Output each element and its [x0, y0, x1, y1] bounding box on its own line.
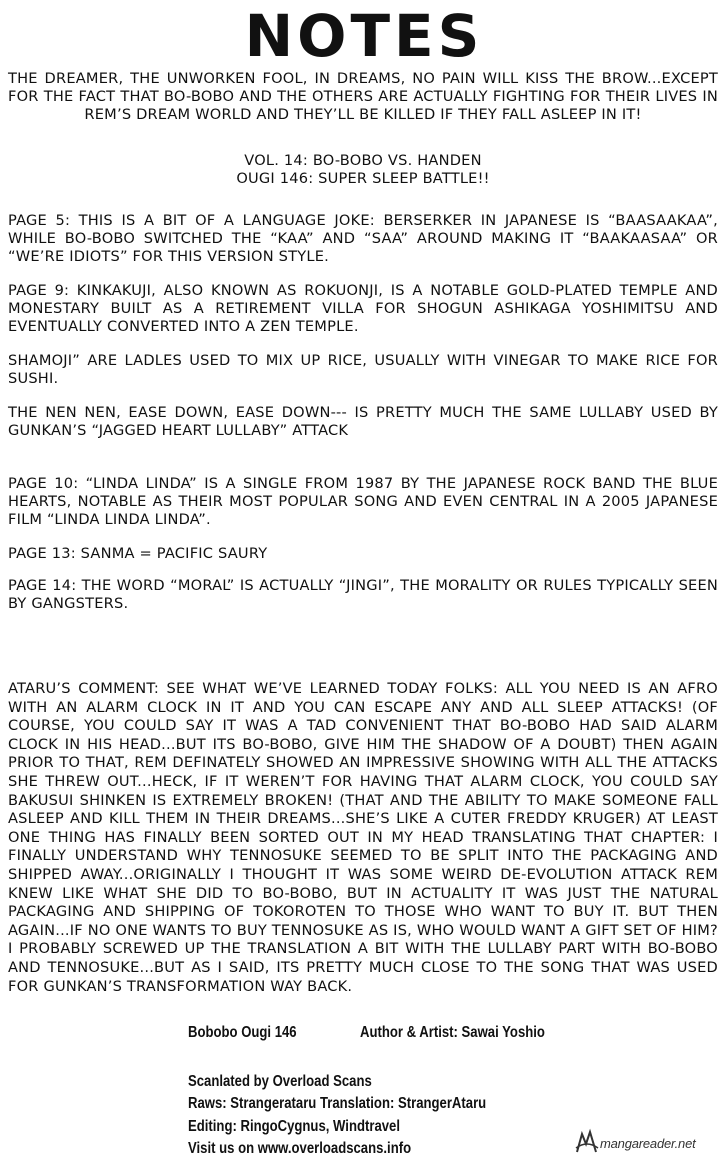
note-page-10: PAGE 10: “LINDA LINDA” IS A SINGLE FROM 1987 BY THE JAPANESE ROCK BAND THE BLUE HEARTS, NOTABLE AS THEIR MOST POPULAR SONG AND EVEN CENTRAL IN A 2005 JAPANESE FILM “LINDA LINDA LINDA”. — [8, 475, 718, 528]
raws-translation-credit: Raws: Strangerataru Translation: StrangerAtaru — [188, 1095, 487, 1112]
chapter-credit: Bobobo Ougi 146 — [188, 1024, 297, 1041]
editing-credit: Editing: RingoCygnus, Windtravel — [188, 1118, 400, 1135]
intro-text: THE DREAMER, THE UNWORKEN FOOL, IN DREAMS, NO PAIN WILL KISS THE BROW...EXCEPT FOR THE FACT THAT BO-BOBO AND THE OTHERS ARE ACTUALLY FIGHTING FOR THEIR LIVES IN REM’S DREAM WORLD AND THEY’LL BE KILLED IF THEY FALL ASLEEP IN IT! — [8, 70, 718, 123]
volume-line: VOL. 14: BO-BOBO VS. HANDEN — [244, 152, 482, 169]
author-credit: Author & Artist: Sawai Yoshio — [360, 1024, 545, 1041]
chapter-line: OUGI 146: SUPER SLEEP BATTLE!! — [236, 170, 490, 187]
note-shamoji: SHAMOJI” ARE LADLES USED TO MIX UP RICE, USUALLY WITH VINEGAR TO MAKE RICE FOR SUSHI. — [8, 352, 718, 387]
note-lullaby: THE NEN NEN, EASE DOWN, EASE DOWN--- IS PRETTY MUCH THE SAME LULLABY USED BY GUNKAN’S “JAGGED HEART LULLABY” ATTACK — [8, 404, 718, 439]
note-page-5: PAGE 5: THIS IS A BIT OF A LANGUAGE JOKE: BERSERKER IN JAPANESE IS “BAASAAKAA”, WHILE BO-BOBO SWITCHED THE “KAA” AND “SAA” AROUND MAKING IT “BAAKAASAA” OR “WE’RE IDIOTS” FOR THIS VERSION STYLE. — [8, 212, 718, 265]
page-title: NOTES — [244, 2, 484, 70]
note-page-9: PAGE 9: KINKAKUJI, ALSO KNOWN AS ROKUONJI, IS A NOTABLE GOLD-PLATED TEMPLE AND MONESTARY BUILT AS A RETIREMENT VILLA FOR SHOGUN ASHIKAGA YOSHIMITSU AND EVENTUALLY CONVERTED INTO A ZEN TEMPLE. — [8, 282, 718, 335]
note-page-13: PAGE 13: SANMA = PACIFIC SAURY — [8, 545, 268, 562]
watermark-text: mangareader.net — [600, 1136, 696, 1151]
volume-info — [8, 152, 718, 188]
note-page-14: PAGE 14: THE WORD “MORAL” IS ACTUALLY “JINGI”, THE MORALITY OR RULES TYPICALLY SEEN BY GANGSTERS. — [8, 577, 718, 612]
watermark — [574, 1128, 724, 1158]
scanlation-credit: Scanlated by Overload Scans — [188, 1073, 372, 1090]
watermark-logo-icon — [574, 1128, 600, 1156]
website-credit[interactable]: Visit us on www.overloadscans.info — [188, 1140, 412, 1157]
translator-comment: ATARU’S COMMENT: SEE WHAT WE’VE LEARNED TODAY FOLKS: ALL YOU NEED IS AN AFRO WITH AN ALARM CLOCK IN IT AND YOU CAN ESCAPE ANY AND ALL SLEEP ATTACKS! (OF COURSE, YOU COULD SAY IT WAS A TAD CONVENIENT THAT BO-BOBO HAD SAID ALARM CLOCK IN HIS HEAD...BUT ITS BO-BOBO, GIVE HIM THE SHADOW OF A DOUBT) THEN AGAIN PRIOR TO THAT, REM DEFINATELY SHOWED AN IMPRESSIVE SHOWING WITH ALL THE ATTACKS SHE THREW OUT...HECK, IF IT WEREN’T FOR HAVING THAT ALARM CLOCK, YOU COULD SAY BAKUSUI SHINKEN IS EXTREMELY BROKEN! (THAT AND THE ABILITY TO MAKE SOMEONE FALL ASLEEP AND KILL THEM IN THEIR DREAMS...SHE’S LIKE A CUTER FREDDY KRUGER) AT LEAST ONE THING HAS FINALLY BEEN SORTED OUT IN MY HEAD TRANSLATING THAT CHAPTER: I FINALLY UNDERSTAND WHY TENNOSUKE SEEMED TO BE SPLIT INTO THE PACKAGING AND SHIPPED AWAY...ORIGINALLY I THOUGHT IT WAS SOME WEIRD DE-EVOLUTION ATTACK REM KNEW LIKE WHAT SHE DID TO BO-BOBO, BUT IN ACTUALITY IT WAS JUST THE NATURAL PACKAGING AND SHIPPING OF TOKOROTEN TO THOSE WHO WANT TO BUY IT. BUT THEN AGAIN...IF NO ONE WANTS TO BUY TENNOSUKE AS IS, WHO WOULD WANT A GIFT SET OF HIM? I PROBABLY SCREWED UP THE TRANSLATION A BIT WITH THE LULLABY PART WITH BO-BOBO AND TENNOSUKE...BUT AS I SAID, ITS PRETTY MUCH CLOSE TO THE SONG THAT WAS USED FOR GUNKAN’S TRANSFORMATION WAY BACK. — [8, 680, 718, 995]
